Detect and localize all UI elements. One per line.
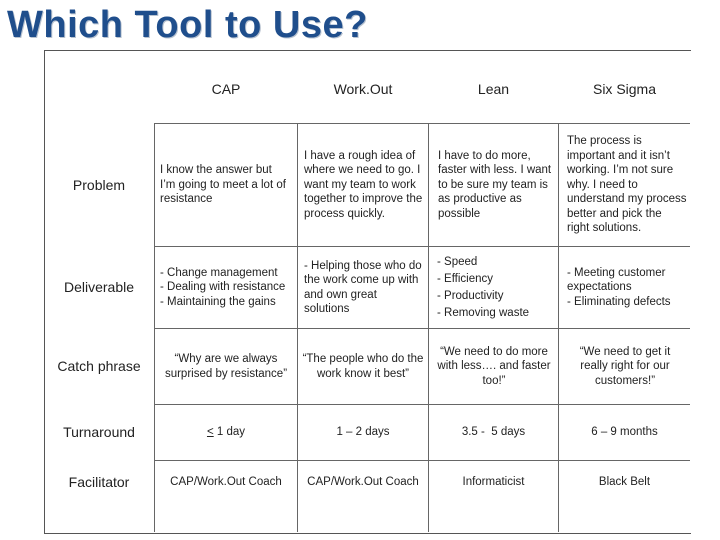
- turnaround-workout: 1 – 2 days: [336, 426, 390, 439]
- turnaround-six-sigma: 6 – 9 months: [591, 426, 658, 439]
- deliverable-item: - Productivity: [437, 289, 504, 302]
- column-header-workout: Work.Out: [333, 80, 393, 97]
- problem-cap: I know the answer but I’m going to meet a lot of resistance: [160, 164, 286, 206]
- deliverable-item: - Eliminating defects: [567, 295, 671, 308]
- column-header-cap: CAP: [211, 80, 241, 97]
- deliverable-six-sigma: [567, 247, 687, 328]
- deliverable-item: - Meeting customer expectations: [567, 266, 666, 294]
- deliverable-item: - Change management: [160, 266, 278, 279]
- facilitator-cap: CAP/Work.Out Coach: [170, 475, 282, 488]
- row-label-problem: Problem: [72, 176, 126, 193]
- catch-phrase-cap: “Why are we always surprised by resistance”: [164, 353, 288, 380]
- facilitator-lean: Informaticist: [462, 475, 525, 488]
- turnaround-lean: 3.5 - 5 days: [461, 426, 526, 439]
- problem-six-sigma: The process is important and it isn’t working. I’m not sure why. I need to understand my process better and pick the right solutions.: [567, 135, 687, 235]
- deliverable-cap: [160, 247, 296, 328]
- less-than-sign: <: [206, 426, 214, 439]
- row-label-turnaround: Turnaround: [63, 424, 135, 441]
- deliverable-item: - Speed: [437, 255, 478, 268]
- turnaround-cap: [155, 405, 297, 460]
- deliverable-item: - Removing waste: [437, 306, 530, 319]
- turnaround-value: 1 day: [213, 426, 246, 439]
- row-label-deliverable: Deliverable: [63, 279, 135, 296]
- deliverable-item: - Helping those who do the work come up with and own great solutions: [304, 259, 422, 315]
- deliverable-item: - Maintaining the gains: [160, 295, 276, 308]
- row-label-catch-phrase: Catch phrase: [57, 358, 141, 375]
- problem-lean: I have to do more, faster with less. I want to be sure my team is as productive as possible: [438, 149, 552, 220]
- page-title: Which Tool to Use?: [7, 4, 368, 46]
- catch-phrase-six-sigma: “We need to get it really right for our customers!”: [579, 345, 671, 387]
- facilitator-workout: CAP/Work.Out Coach: [307, 475, 419, 488]
- deliverable-item: - Dealing with resistance: [160, 281, 286, 294]
- row-label-facilitator: Facilitator: [68, 473, 130, 490]
- column-header-six-sigma: Six Sigma: [592, 80, 657, 97]
- facilitator-six-sigma: Black Belt: [598, 475, 651, 488]
- deliverable-item: - Efficiency: [437, 272, 494, 285]
- catch-phrase-workout: “The people who do the work know it best”: [302, 353, 424, 380]
- problem-workout: I have a rough idea of where we need to go. I want my team to work together to improve the process quickly.: [304, 149, 423, 220]
- deliverable-workout: [304, 247, 422, 328]
- deliverable-lean: [437, 247, 555, 328]
- column-header-lean: Lean: [477, 80, 510, 97]
- catch-phrase-lean: “We need to do more with less…. and faster too!”: [437, 345, 551, 387]
